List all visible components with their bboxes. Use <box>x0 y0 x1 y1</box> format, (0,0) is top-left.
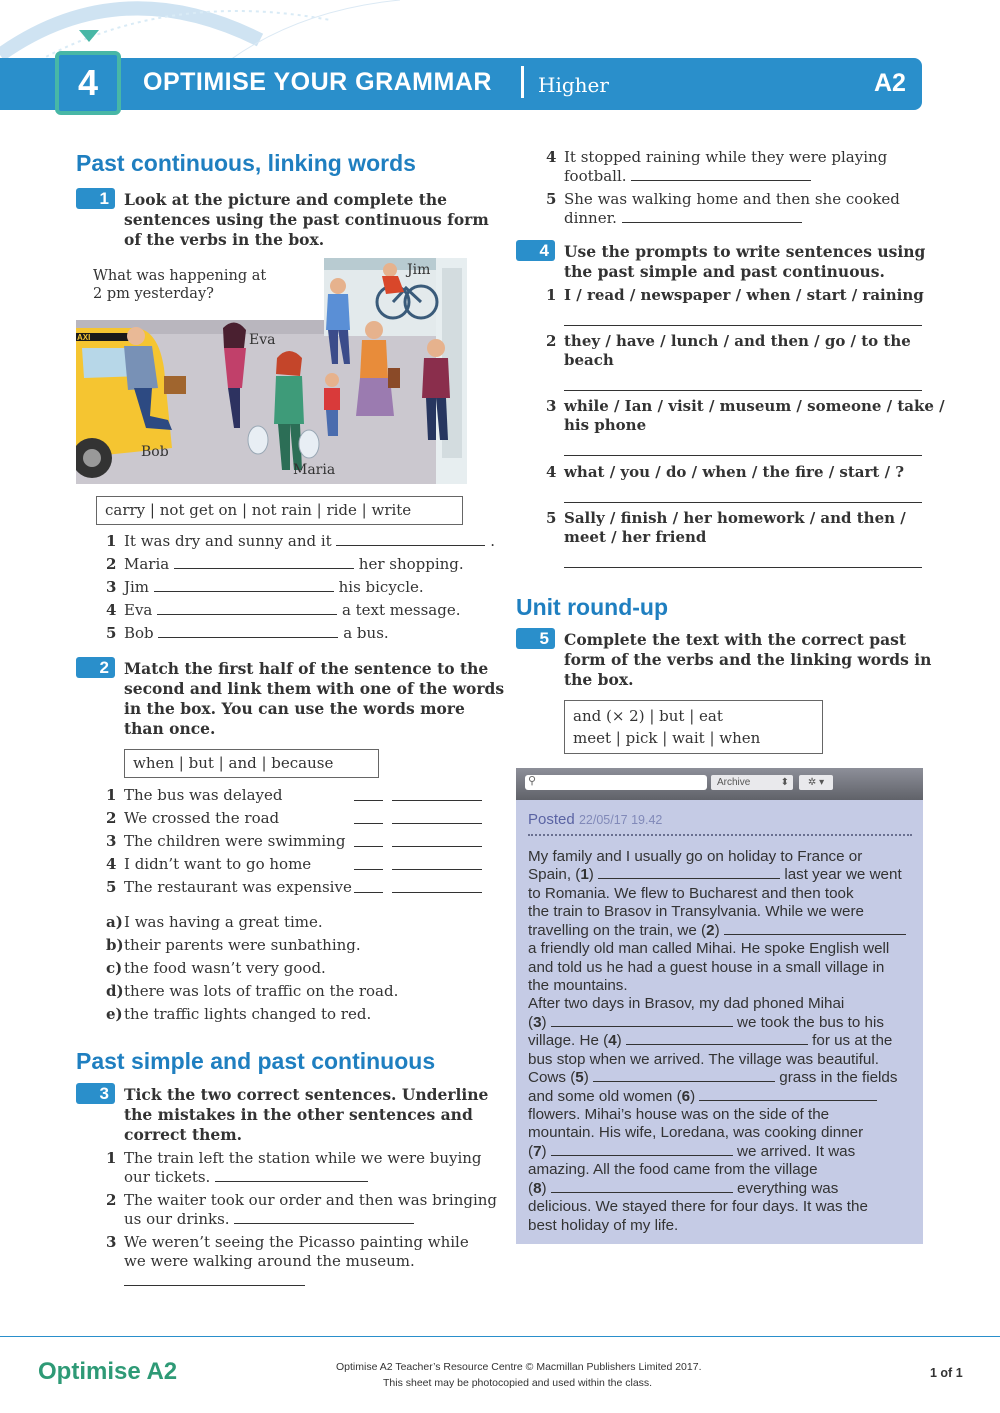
footer-divider <box>0 1336 1000 1337</box>
answer-line[interactable] <box>564 554 922 568</box>
gap-3-blank[interactable] <box>551 1014 733 1027</box>
blog-line: a friendly old man called Mihai. He spoke English well <box>528 940 890 957</box>
answer-blank[interactable] <box>174 556 354 569</box>
blog-line: and told us he had a guest house in a small village in <box>528 959 885 976</box>
exercise-2-item-5: 5 The restaurant was expensive <box>106 878 352 896</box>
exercise-3-item-1: 1 The train left the station while we were buying our tickets. <box>106 1149 482 1186</box>
label-eva: Eva <box>249 332 276 348</box>
answer-blank[interactable] <box>336 533 485 546</box>
level-badge: A2 <box>874 69 906 97</box>
blog-line-gap-3: (3) we took the bus to his <box>528 1014 884 1031</box>
exercise-3-item-3: 3 We weren’t seeing the Picasso painting while we were walking around the museum. <box>106 1233 469 1270</box>
blog-line: best holiday of my life. <box>528 1217 679 1234</box>
exercise-2-option-d: d) there was lots of traffic on the road. <box>106 982 399 1000</box>
blog-toolbar <box>516 768 923 800</box>
match-letter-blank[interactable] <box>354 856 383 870</box>
exercise-3-item-2: 2 The waiter took our order and then was bringing us our drinks. <box>106 1191 498 1228</box>
exercise-3-number: 3 <box>76 1083 115 1104</box>
blog-line-gap-4: village. He (4) for us at the <box>528 1032 893 1049</box>
answer-line[interactable] <box>564 312 922 326</box>
blog-posted-line: Posted 22/05/17 19.42 <box>528 811 663 828</box>
exercise-3-item-5: 5 She was walking home and then she cooked dinner. <box>546 190 900 227</box>
exercise-1-item-2: 2 Maria her shopping. <box>106 555 464 573</box>
exercise-5-instruction: Complete the text with the correct past form of the verbs and the linking words in the box. <box>564 630 932 689</box>
exercise-1-item-4: 4 Eva a text message. <box>106 601 461 619</box>
gap-6-blank[interactable] <box>699 1088 877 1101</box>
blog-line-gap-5: Cows (5) grass in the fields <box>528 1069 898 1086</box>
link-word-blank[interactable] <box>392 833 482 847</box>
gap-8-blank[interactable] <box>551 1180 733 1193</box>
match-letter-blank[interactable] <box>354 833 383 847</box>
exercise-4-instruction: Use the prompts to write sentences using the past simple and past continuous. <box>564 242 926 281</box>
exercise-3-instruction: Tick the two correct sentences. Underline the mistakes in the other sentences and correct them. <box>124 1085 489 1144</box>
answer-blank[interactable] <box>158 625 338 638</box>
section-title-past-continuous: Past continuous, linking words <box>76 150 416 176</box>
blog-line: flowers. Mihai’s house was on the side of the <box>528 1106 830 1123</box>
blog-search-input[interactable] <box>525 775 707 790</box>
link-word-blank[interactable] <box>392 856 482 870</box>
gap-7-blank[interactable] <box>551 1143 733 1156</box>
picture-caption-line-2: 2 pm yesterday? <box>93 286 214 302</box>
exercise-2-item-1: 1 The bus was delayed <box>106 786 283 804</box>
page-subtitle: Higher <box>538 73 609 97</box>
label-taxi: AXI <box>77 333 91 342</box>
exercise-2-instruction: Match the first half of the sentence to the second and link them with one of the words in the box. You can use the words more than once. <box>124 659 505 738</box>
exercise-1-item-1: 1 It was dry and sunny and it . <box>106 532 496 550</box>
blog-line-gap-7: (7) we arrived. It was <box>528 1143 856 1160</box>
exercise-1-item-5: 5 Bob a bus. <box>106 624 389 642</box>
footer-note: This sheet may be photocopied and used within the class. <box>383 1377 653 1389</box>
exercise-4-item-4: 4 what / you / do / when / the fire / start / ? <box>546 463 905 481</box>
blog-divider <box>528 834 912 836</box>
gear-icon: ✲ ▾ <box>807 777 825 788</box>
exercise-3-item-4: 4 It stopped raining while they were playing football. <box>546 148 888 185</box>
blog-post-panel <box>516 768 923 1244</box>
exercise-2-item-4: 4 I didn’t want to go home <box>106 855 312 873</box>
label-bob: Bob <box>141 444 169 460</box>
gap-5-blank[interactable] <box>593 1069 775 1082</box>
gap-2-blank[interactable] <box>724 922 906 935</box>
dropdown-arrow-icon: ⬍ <box>780 777 789 788</box>
match-letter-blank[interactable] <box>354 787 383 801</box>
search-icon: ⚲ <box>528 775 537 787</box>
exercise-2-option-b: b) their parents were sunbathing. <box>106 936 361 954</box>
exercise-2-item-3: 3 The children were swimming <box>106 832 346 850</box>
match-letter-blank[interactable] <box>354 810 383 824</box>
blog-line: My family and I usually go on holiday to France or <box>528 848 863 865</box>
answer-blank[interactable] <box>157 602 337 615</box>
title-divider <box>521 66 524 98</box>
unit-number-badge: 4 <box>55 51 121 115</box>
exercise-1-item-3: 3 Jim his bicycle. <box>106 578 424 596</box>
exercise-2-item-2: 2 We crossed the road <box>106 809 280 827</box>
blog-line-gap-2: travelling on the train, we (2) <box>528 922 906 940</box>
exercise-4-item-5: 5 Sally / finish / her homework / and then / meet / her friend <box>546 509 906 546</box>
blog-line: bus stop when we arrived. The village was beautiful. <box>528 1051 879 1068</box>
archive-dropdown[interactable]: Archive ⬍ <box>711 775 793 790</box>
blog-line-gap-1: Spain, (1) last year we went <box>528 866 902 883</box>
footer-brand: Optimise A2 <box>38 1358 178 1385</box>
link-word-blank[interactable] <box>392 810 482 824</box>
exercise-4-number: 4 <box>516 240 555 261</box>
exercise-4-item-1: 1 I / read / newspaper / when / start / raining <box>546 286 924 304</box>
footer-copyright: Optimise A2 Teacher’s Resource Centre © Macmillan Publishers Limited 2017. <box>336 1361 702 1373</box>
exercise-4-item-2: 2 they / have / lunch / and then / go / to the beach <box>546 332 911 369</box>
blog-line: amazing. All the food came from the village <box>528 1161 818 1178</box>
picture-caption-line-1: What was happening at <box>93 268 267 284</box>
blog-line: delicious. We stayed there for four days. It was the <box>528 1198 868 1215</box>
link-word-blank[interactable] <box>392 879 482 893</box>
answer-blank[interactable] <box>234 1211 414 1224</box>
label-maria: Maria <box>293 462 336 478</box>
exercise-5-word-box: and (× 2) | but | eat meet | pick | wait | when <box>564 700 823 754</box>
blog-line: mountain. His wife, Loredana, was cooking dinner <box>528 1124 864 1141</box>
answer-blank[interactable] <box>154 579 334 592</box>
blog-line-gap-6: and some old women (6) <box>528 1088 877 1106</box>
answer-line[interactable] <box>564 442 922 456</box>
unit-marker-icon <box>79 30 99 42</box>
answer-blank[interactable] <box>622 210 802 223</box>
link-word-blank[interactable] <box>392 787 482 801</box>
section-title-past-simple: Past simple and past continuous <box>76 1048 436 1074</box>
exercise-2-number: 2 <box>76 657 115 678</box>
exercise-4-item-3: 3 while / Ian / visit / museum / someone / take / his phone <box>546 397 945 434</box>
exercise-1-word-box: carry | not get on | not rain | ride | write <box>96 496 463 525</box>
exercise-2-option-a: a) I was having a great time. <box>106 913 323 931</box>
exercise-2-option-e: e) the traffic lights changed to red. <box>106 1005 372 1023</box>
gap-4-blank[interactable] <box>626 1032 808 1045</box>
answer-blank[interactable] <box>215 1169 368 1182</box>
settings-menu-button[interactable] <box>799 775 833 790</box>
section-title-unit-round-up: Unit round-up <box>516 594 669 620</box>
exercise-2-option-c: c) the food wasn’t very good. <box>106 959 326 977</box>
blog-line: the mountains. <box>528 977 628 994</box>
answer-blank[interactable] <box>631 168 811 181</box>
blog-line: to Romania. We flew to Bucharest and then took <box>528 885 854 902</box>
answer-line[interactable] <box>564 489 922 503</box>
exercise-5-number: 5 <box>516 628 555 649</box>
page-indicator: 1 of 1 <box>930 1366 963 1380</box>
blog-line-gap-8: (8) everything was <box>528 1180 839 1197</box>
blog-line: After two days in Brasov, my dad phoned Mihai <box>528 995 845 1012</box>
gap-1-blank[interactable] <box>598 866 780 879</box>
match-letter-blank[interactable] <box>354 879 383 893</box>
exercise-1-instruction: Look at the picture and complete the sentences using the past continuous form of the verbs in the box. <box>124 190 489 249</box>
exercise-1-number: 1 <box>76 188 115 209</box>
answer-blank[interactable] <box>124 1272 305 1286</box>
answer-line[interactable] <box>564 377 922 391</box>
blog-line: the train to Brasov in Transylvania. While we were <box>528 903 864 920</box>
exercise-2-word-box: when | but | and | because <box>124 749 379 778</box>
page-title: OPTIMISE YOUR GRAMMAR <box>143 68 492 96</box>
street-scene-illustration <box>76 258 467 484</box>
label-jim: Jim <box>407 262 431 278</box>
